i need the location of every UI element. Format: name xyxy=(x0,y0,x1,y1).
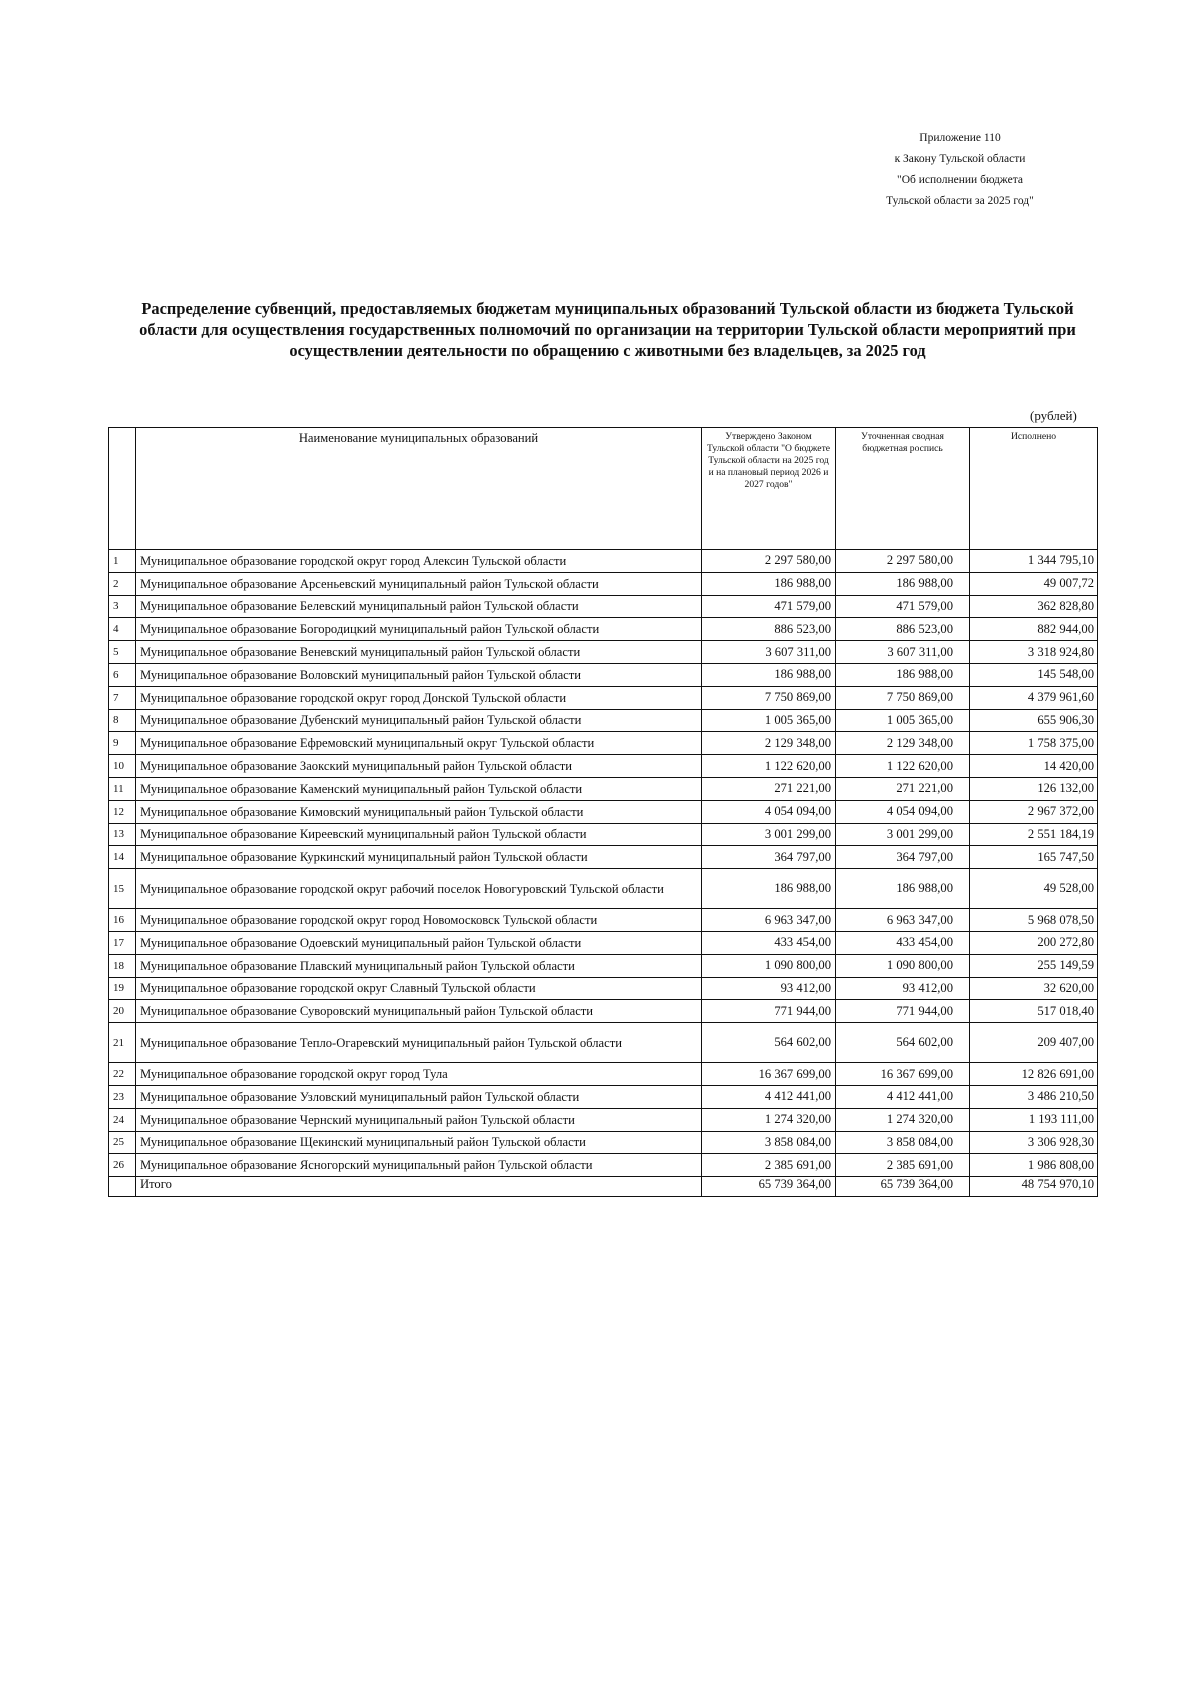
approved-amount: 186 988,00 xyxy=(702,572,836,595)
municipality-name: Муниципальное образование Плавский муниципальный район Тульской области xyxy=(136,954,702,977)
revised-amount: 186 988,00 xyxy=(836,869,970,909)
revised-amount: 186 988,00 xyxy=(836,663,970,686)
approved-amount: 6 963 347,00 xyxy=(702,909,836,932)
table-row xyxy=(109,823,1098,846)
municipality-name: Муниципальное образование городской округ город Новомосковск Тульской области xyxy=(136,909,702,932)
document-title: Распределение субвенций, предоставляемых бюджетам муниципальных образований Тульской области из бюджета Тульской области для осуществления государственных полномочий по организации на территории Тульской области мероприятий при осуществлении деятельности по обращению с животными без владельцев, за 2025 год xyxy=(139,299,1076,360)
row-number: 16 xyxy=(109,909,136,932)
approved-amount: 4 054 094,00 xyxy=(702,800,836,823)
revised-amount: 3 607 311,00 xyxy=(836,641,970,664)
revised-column-header: Уточненная сводная бюджетная роспись xyxy=(836,428,970,550)
table-row xyxy=(109,595,1098,618)
table-row xyxy=(109,572,1098,595)
approved-amount: 471 579,00 xyxy=(702,595,836,618)
revised-amount: 7 750 869,00 xyxy=(836,686,970,709)
table-row xyxy=(109,954,1098,977)
executed-amount: 49 528,00 xyxy=(970,869,1098,909)
revised-amount: 2 129 348,00 xyxy=(836,732,970,755)
municipality-name: Муниципальное образование Куркинский муниципальный район Тульской области xyxy=(136,846,702,869)
revised-amount: 2 385 691,00 xyxy=(836,1154,970,1177)
appendix-line: к Закону Тульской области xyxy=(894,153,1026,165)
municipality-name: Муниципальное образование городской округ город Тула xyxy=(136,1063,702,1086)
approved-amount: 1 122 620,00 xyxy=(702,755,836,778)
approved-column-header: Утверждено Законом Тульской области "О бюджете Тульской области на 2025 год и на плановый период 2026 и 2027 годов" xyxy=(702,428,836,550)
executed-amount: 4 379 961,60 xyxy=(970,686,1098,709)
executed-amount: 255 149,59 xyxy=(970,954,1098,977)
executed-amount: 2 551 184,19 xyxy=(970,823,1098,846)
row-number: 6 xyxy=(109,663,136,686)
revised-amount: 186 988,00 xyxy=(836,572,970,595)
row-number: 23 xyxy=(109,1085,136,1108)
approved-amount: 2 297 580,00 xyxy=(702,550,836,573)
row-number: 20 xyxy=(109,1000,136,1023)
total-label: Итого xyxy=(136,1177,702,1197)
table-row xyxy=(109,1131,1098,1154)
table-row xyxy=(109,1023,1098,1063)
approved-amount: 3 001 299,00 xyxy=(702,823,836,846)
executed-amount: 32 620,00 xyxy=(970,977,1098,1000)
subvention-table xyxy=(108,427,1098,1197)
number-column-header xyxy=(109,428,136,550)
approved-amount: 564 602,00 xyxy=(702,1023,836,1063)
table-body xyxy=(109,550,1098,1177)
approved-amount: 271 221,00 xyxy=(702,777,836,800)
municipality-name: Муниципальное образование Чернский муниципальный район Тульской области xyxy=(136,1108,702,1131)
approved-amount: 7 750 869,00 xyxy=(702,686,836,709)
revised-amount: 1 005 365,00 xyxy=(836,709,970,732)
revised-amount: 6 963 347,00 xyxy=(836,909,970,932)
table-row xyxy=(109,732,1098,755)
executed-amount: 14 420,00 xyxy=(970,755,1098,778)
municipality-name: Муниципальное образование Одоевский муниципальный район Тульской области xyxy=(136,931,702,954)
table-row xyxy=(109,755,1098,778)
municipality-name: Муниципальное образование Богородицкий муниципальный район Тульской области xyxy=(136,618,702,641)
table-row xyxy=(109,777,1098,800)
approved-amount: 2 129 348,00 xyxy=(702,732,836,755)
executed-amount: 5 968 078,50 xyxy=(970,909,1098,932)
executed-amount: 1 193 111,00 xyxy=(970,1108,1098,1131)
approved-amount: 886 523,00 xyxy=(702,618,836,641)
municipality-name: Муниципальное образование Киреевский муниципальный район Тульской области xyxy=(136,823,702,846)
revised-amount: 364 797,00 xyxy=(836,846,970,869)
executed-amount: 362 828,80 xyxy=(970,595,1098,618)
table-row xyxy=(109,846,1098,869)
revised-amount: 471 579,00 xyxy=(836,595,970,618)
approved-amount: 16 367 699,00 xyxy=(702,1063,836,1086)
table-row xyxy=(109,1154,1098,1177)
row-number: 14 xyxy=(109,846,136,869)
total-approved: 65 739 364,00 xyxy=(702,1177,836,1197)
municipality-name: Муниципальное образование Каменский муниципальный район Тульской области xyxy=(136,777,702,800)
approved-amount: 1 090 800,00 xyxy=(702,954,836,977)
appendix-line: "Об исполнении бюджета xyxy=(897,174,1023,186)
appendix-line: Тульской области за 2025 год" xyxy=(886,195,1034,207)
units-label: (рублей) xyxy=(1030,408,1077,423)
approved-amount: 3 858 084,00 xyxy=(702,1131,836,1154)
total-revised: 65 739 364,00 xyxy=(836,1177,970,1197)
row-number: 8 xyxy=(109,709,136,732)
row-number: 5 xyxy=(109,641,136,664)
municipality-name: Муниципальное образование Заокский муниципальный район Тульской области xyxy=(136,755,702,778)
municipality-name: Муниципальное образование Тепло-Огаревский муниципальный район Тульской области xyxy=(136,1023,702,1063)
municipality-name: Муниципальное образование Узловский муниципальный район Тульской области xyxy=(136,1085,702,1108)
revised-amount: 271 221,00 xyxy=(836,777,970,800)
revised-amount: 4 412 441,00 xyxy=(836,1085,970,1108)
executed-amount: 200 272,80 xyxy=(970,931,1098,954)
executed-amount: 165 747,50 xyxy=(970,846,1098,869)
table-row xyxy=(109,709,1098,732)
row-number: 26 xyxy=(109,1154,136,1177)
executed-amount: 3 318 924,80 xyxy=(970,641,1098,664)
revised-amount: 1 274 320,00 xyxy=(836,1108,970,1131)
approved-amount: 2 385 691,00 xyxy=(702,1154,836,1177)
row-number: 4 xyxy=(109,618,136,641)
municipality-name: Муниципальное образование городской округ город Алексин Тульской области xyxy=(136,550,702,573)
approved-amount: 771 944,00 xyxy=(702,1000,836,1023)
municipality-name: Муниципальное образование Ясногорский муниципальный район Тульской области xyxy=(136,1154,702,1177)
approved-amount: 186 988,00 xyxy=(702,663,836,686)
row-number: 1 xyxy=(109,550,136,573)
table-row xyxy=(109,931,1098,954)
executed-amount: 49 007,72 xyxy=(970,572,1098,595)
revised-amount: 433 454,00 xyxy=(836,931,970,954)
executed-amount: 3 306 928,30 xyxy=(970,1131,1098,1154)
row-number: 11 xyxy=(109,777,136,800)
row-number: 13 xyxy=(109,823,136,846)
approved-amount: 1 274 320,00 xyxy=(702,1108,836,1131)
row-number: 21 xyxy=(109,1023,136,1063)
executed-amount: 517 018,40 xyxy=(970,1000,1098,1023)
municipality-name: Муниципальное образование Кимовский муниципальный район Тульской области xyxy=(136,800,702,823)
row-number: 2 xyxy=(109,572,136,595)
table-row xyxy=(109,641,1098,664)
executed-amount: 209 407,00 xyxy=(970,1023,1098,1063)
executed-amount: 2 967 372,00 xyxy=(970,800,1098,823)
executed-column-header: Исполнено xyxy=(970,428,1098,550)
municipality-name: Муниципальное образование городской округ рабочий поселок Новогуровский Тульской области xyxy=(136,869,702,909)
executed-amount: 1 986 808,00 xyxy=(970,1154,1098,1177)
row-number: 22 xyxy=(109,1063,136,1086)
table-row xyxy=(109,686,1098,709)
approved-amount: 4 412 441,00 xyxy=(702,1085,836,1108)
revised-amount: 16 367 699,00 xyxy=(836,1063,970,1086)
table-row xyxy=(109,977,1098,1000)
approved-amount: 364 797,00 xyxy=(702,846,836,869)
revised-amount: 3 001 299,00 xyxy=(836,823,970,846)
table-row xyxy=(109,869,1098,909)
row-number: 19 xyxy=(109,977,136,1000)
table-row xyxy=(109,550,1098,573)
executed-amount: 655 906,30 xyxy=(970,709,1098,732)
row-number: 3 xyxy=(109,595,136,618)
row-number: 25 xyxy=(109,1131,136,1154)
table-row xyxy=(109,1108,1098,1131)
row-number: 7 xyxy=(109,686,136,709)
municipality-name: Муниципальное образование Белевский муниципальный район Тульской области xyxy=(136,595,702,618)
revised-amount: 886 523,00 xyxy=(836,618,970,641)
revised-amount: 771 944,00 xyxy=(836,1000,970,1023)
table-row xyxy=(109,618,1098,641)
approved-amount: 433 454,00 xyxy=(702,931,836,954)
executed-amount: 1 344 795,10 xyxy=(970,550,1098,573)
executed-amount: 12 826 691,00 xyxy=(970,1063,1098,1086)
executed-amount: 882 944,00 xyxy=(970,618,1098,641)
approved-amount: 1 005 365,00 xyxy=(702,709,836,732)
appendix-block xyxy=(770,128,1150,212)
municipality-name: Муниципальное образование Ефремовский муниципальный округ Тульской области xyxy=(136,732,702,755)
municipality-name: Муниципальное образование Веневский муниципальный район Тульской области xyxy=(136,641,702,664)
row-number: 10 xyxy=(109,755,136,778)
row-number: 12 xyxy=(109,800,136,823)
total-executed: 48 754 970,10 xyxy=(970,1177,1098,1197)
row-number: 9 xyxy=(109,732,136,755)
executed-amount: 3 486 210,50 xyxy=(970,1085,1098,1108)
table-row xyxy=(109,663,1098,686)
table-row xyxy=(109,1063,1098,1086)
approved-amount: 186 988,00 xyxy=(702,869,836,909)
row-number: 17 xyxy=(109,931,136,954)
row-number: 24 xyxy=(109,1108,136,1131)
municipality-name: Муниципальное образование Воловский муниципальный район Тульской области xyxy=(136,663,702,686)
revised-amount: 1 090 800,00 xyxy=(836,954,970,977)
table-header-row xyxy=(109,428,1098,550)
municipality-name: Муниципальное образование Арсеньевский муниципальный район Тульской области xyxy=(136,572,702,595)
revised-amount: 4 054 094,00 xyxy=(836,800,970,823)
table-row xyxy=(109,1000,1098,1023)
approved-amount: 3 607 311,00 xyxy=(702,641,836,664)
approved-amount: 93 412,00 xyxy=(702,977,836,1000)
row-number: 18 xyxy=(109,954,136,977)
municipality-name: Муниципальное образование городской округ Славный Тульской области xyxy=(136,977,702,1000)
appendix-line: Приложение 110 xyxy=(919,132,1001,144)
total-number-cell xyxy=(109,1177,136,1197)
revised-amount: 93 412,00 xyxy=(836,977,970,1000)
executed-amount: 126 132,00 xyxy=(970,777,1098,800)
municipality-name: Муниципальное образование Суворовский муниципальный район Тульской области xyxy=(136,1000,702,1023)
row-number: 15 xyxy=(109,869,136,909)
revised-amount: 1 122 620,00 xyxy=(836,755,970,778)
municipality-name: Муниципальное образование Щекинский муниципальный район Тульской области xyxy=(136,1131,702,1154)
table-row xyxy=(109,800,1098,823)
executed-amount: 1 758 375,00 xyxy=(970,732,1098,755)
revised-amount: 564 602,00 xyxy=(836,1023,970,1063)
table-row xyxy=(109,909,1098,932)
municipality-name: Муниципальное образование городской округ город Донской Тульской области xyxy=(136,686,702,709)
revised-amount: 3 858 084,00 xyxy=(836,1131,970,1154)
total-row xyxy=(109,1177,1098,1197)
executed-amount: 145 548,00 xyxy=(970,663,1098,686)
revised-amount: 2 297 580,00 xyxy=(836,550,970,573)
table-row xyxy=(109,1085,1098,1108)
name-column-header: Наименование муниципальных образований xyxy=(136,428,702,550)
municipality-name: Муниципальное образование Дубенский муниципальный район Тульской области xyxy=(136,709,702,732)
